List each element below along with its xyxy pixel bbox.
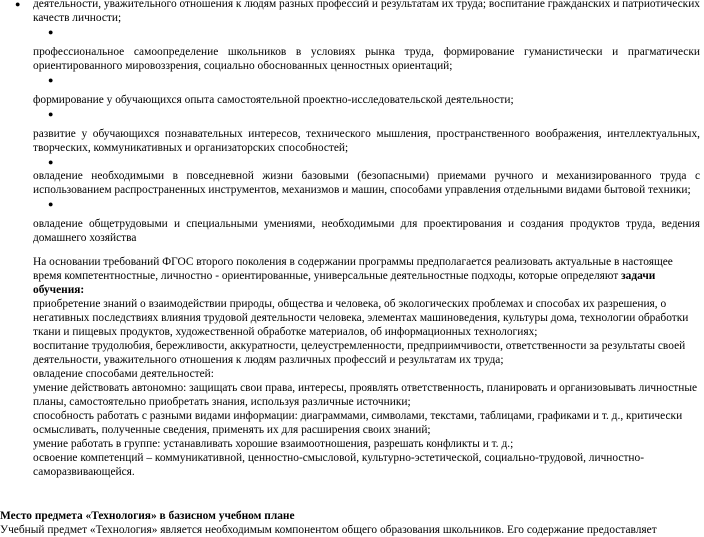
list-item xyxy=(0,155,704,197)
subject-place-section xyxy=(0,509,704,537)
task-line: овладение способами деятельностей: xyxy=(33,368,214,380)
goals-list xyxy=(0,0,704,245)
list-item-text: овладение общетрудовыми и специальными умениями, необходимыми для проектирования и создания продуктов труда, ведения домашнего хозяйства xyxy=(33,218,700,244)
bullet-icon: ● xyxy=(48,157,54,167)
tasks-intro-text: На основании требований ФГОС второго поколения в содержании программы предполагается реализовать актуальные в настоящее время компетентностные, личностно - ориентированные, универсальные деятельностные подходы, которые определяют xyxy=(33,256,673,282)
list-item-text: формирование у обучающихся опыта самостоятельной проектно-исследовательской деятельности; xyxy=(33,94,514,106)
task-line: освоение компетенций – коммуникативной, ценностно-смысловой, культурно-эстетической, социально-трудовой, личностно-саморазвивающейся. xyxy=(33,452,645,478)
bullet-icon: ● xyxy=(48,27,54,37)
list-item-text: овладение необходимыми в повседневной жизни базовыми (безопасными) приемами ручного и механизированного труда с использованием распространенных инструментов, механизмов и машин, способами управления отдельными видами бытовой техники; xyxy=(33,170,700,196)
task-line: умение работать в группе: устанавливать хорошие взаимоотношения, разрешать конфликты и т. д.; xyxy=(33,438,514,450)
list-item-text: профессиональное самоопределение школьников в условиях рынка труда, формирование гуманистически и прагматически ориентированного мировоззрения, социально обоснованных ценностных ориентаций; xyxy=(33,46,700,72)
task-line: способность работать с разными видами информации: диаграммами, символами, текстами, таблицами, графиками и т. д., критически осмысливать, полученные сведения, применять их для расширения своих знаний; xyxy=(33,410,683,436)
list-item-text: деятельности, уважительного отношения к людям разных профессий и результатам их труда; воспитание гражданских и патриотических качеств личности; xyxy=(33,0,700,24)
section-title: Место предмета «Технология» в базисном учебном плане xyxy=(0,510,295,522)
list-item-text: развитие у обучающихся познавательных интересов, технического мышления, пространственного воображения, интеллектуальных, творческих, коммуникативных и организаторских способностей; xyxy=(33,128,700,154)
task-line: воспитание трудолюбия, бережливости, аккуратности, целеустремленности, предприимчивости, ответственности за результаты своей деятельности, уважительного отношения к людям различных профессий и результатам их труда; xyxy=(33,340,686,366)
list-item xyxy=(0,107,704,155)
list-item xyxy=(0,73,704,107)
bullet-icon: ● xyxy=(48,75,54,85)
bullet-icon: ● xyxy=(48,199,54,209)
list-item xyxy=(0,197,704,245)
bullet-icon: ● xyxy=(15,0,21,9)
task-line: приобретение знаний о взаимодействии природы, общества и человека, об экологических проблемах и способах их разрешения, о негативных последствиях влияния трудовой деятельности человека, элементах машиноведения, культуры дома, технологии обработки ткани и пищевых продуктов, художественной обработке материалов, об информационных технологиях; xyxy=(33,298,689,338)
tasks-intro xyxy=(33,255,700,297)
bullet-icon: ● xyxy=(48,109,54,119)
task-line: умение действовать автономно: защищать свои права, интересы, проявлять ответственность, планировать и организовывать личностные планы, самостоятельно приобретать знания, используя различные источники; xyxy=(33,382,698,408)
list-item xyxy=(0,25,704,73)
tasks-block xyxy=(0,255,704,479)
list-item xyxy=(0,0,704,25)
tasks-intro-bold: задачи обучения: xyxy=(33,270,656,296)
section-text: Учебный предмет «Технология» является необходимым компонентом общего образования школьников. Его содержание предоставляет xyxy=(0,524,657,536)
